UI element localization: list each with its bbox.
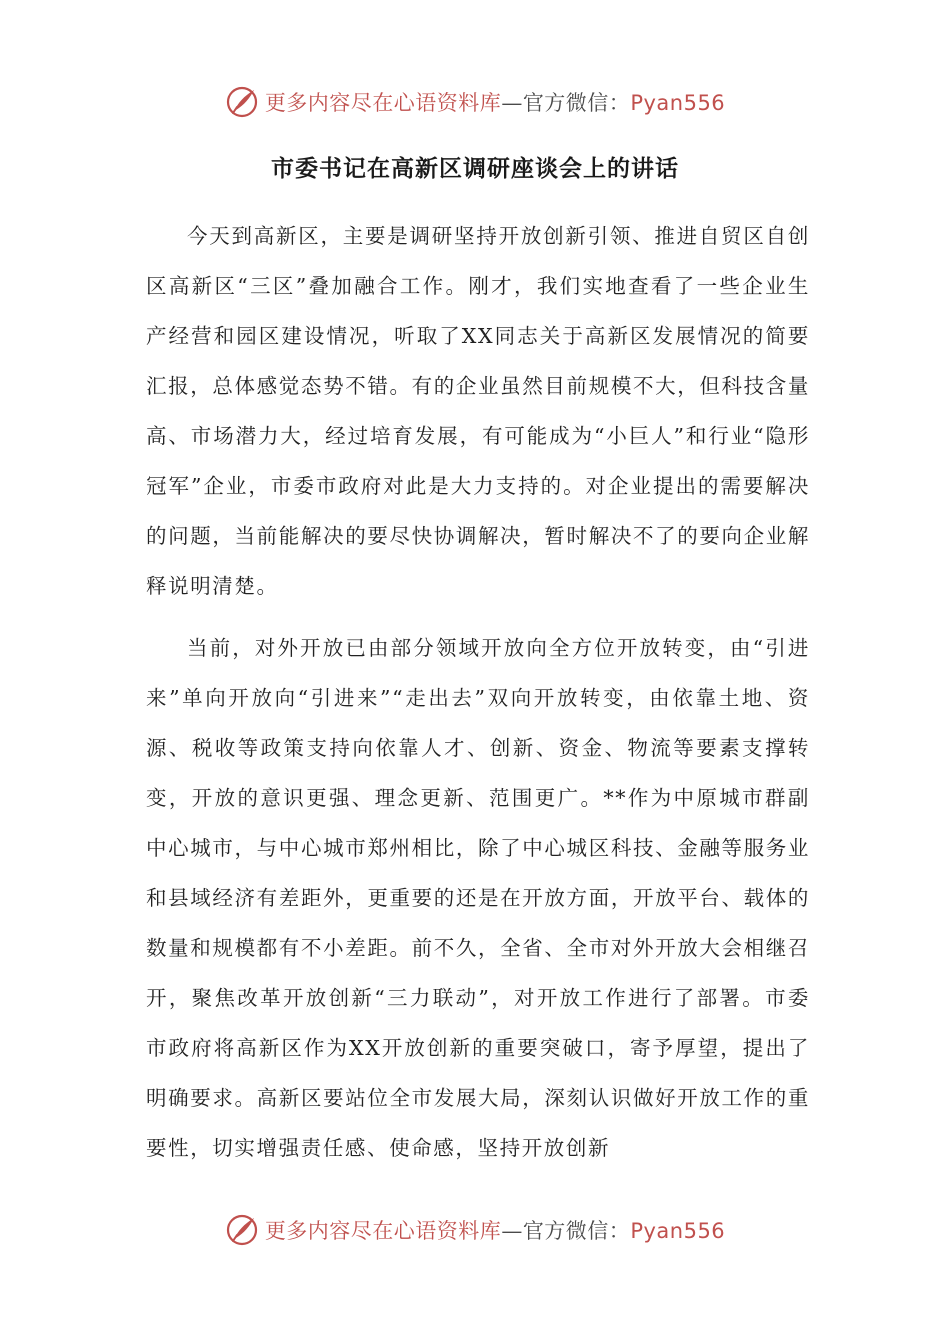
header-banner-text: [265, 87, 725, 117]
document-title: 市委书记在高新区调研座谈会上的讲话: [271, 156, 679, 182]
paragraph-2: 当前，对外开放已由部分领域开放向全方位开放转变，由“引进来”单向开放向“引进来”“走出去”双向开放转变，由依靠土地、资源、税收等政策支持向依靠人才、创新、资金、物流等要素支撑转变，开放的意识更强、理念更新、范围更广。**作为中原城市群副中心城市，与中心城市郑州相比，除了中心城区科技、金融等服务业和县域经济有差距外，更重要的还是在开放方面，开放平台、载体的数量和规模都有不小差距。前不久，全省、全市对外开放大会相继召开，聚焦改革开放创新“三力联动”，对开放工作进行了部署。市委市政府将高新区作为XX开放创新的重要突破口，寄予厚望，提出了明确要求。高新区要站位全市发展大局，深刻认识做好开放工作的重要性，切实增强责任感、使命感，坚持开放创新: [146, 636, 810, 1160]
banner-main-text: 更多内容尽在心语资料库: [264, 91, 502, 115]
banner-dash: —: [501, 91, 523, 115]
quill-pen-logo-icon: [225, 1213, 259, 1247]
footer-banner-text: [265, 1215, 725, 1245]
banner-wechat-label: 官方微信：: [522, 91, 631, 115]
quill-pen-logo-icon: [225, 85, 259, 119]
banner-main-text: 更多内容尽在心语资料库: [264, 1219, 502, 1243]
document-body: [146, 211, 810, 1173]
footer-banner: [0, 1210, 950, 1250]
paragraph-1: 今天到高新区，主要是调研坚持开放创新引领、推进自贸区自创区高新区“三区”叠加融合工作。刚才，我们实地查看了一些企业生产经营和园区建设情况，听取了XX同志关于高新区发展情况的简要汇报，总体感觉态势不错。有的企业虽然目前规模不大，但科技含量高、市场潜力大，经过培育发展，有可能成为“小巨人”和行业“隐形冠军”企业，市委市政府对此是大力支持的。对企业提出的需要解决的问题，当前能解决的要尽快协调解决，暂时解决不了的要向企业解释说明清楚。: [146, 224, 810, 598]
header-banner: [0, 82, 950, 122]
banner-wechat-id: Pyan556: [630, 1219, 726, 1243]
banner-wechat-id: Pyan556: [630, 91, 726, 115]
banner-wechat-label: 官方微信：: [522, 1219, 631, 1243]
banner-dash: —: [501, 1219, 523, 1243]
